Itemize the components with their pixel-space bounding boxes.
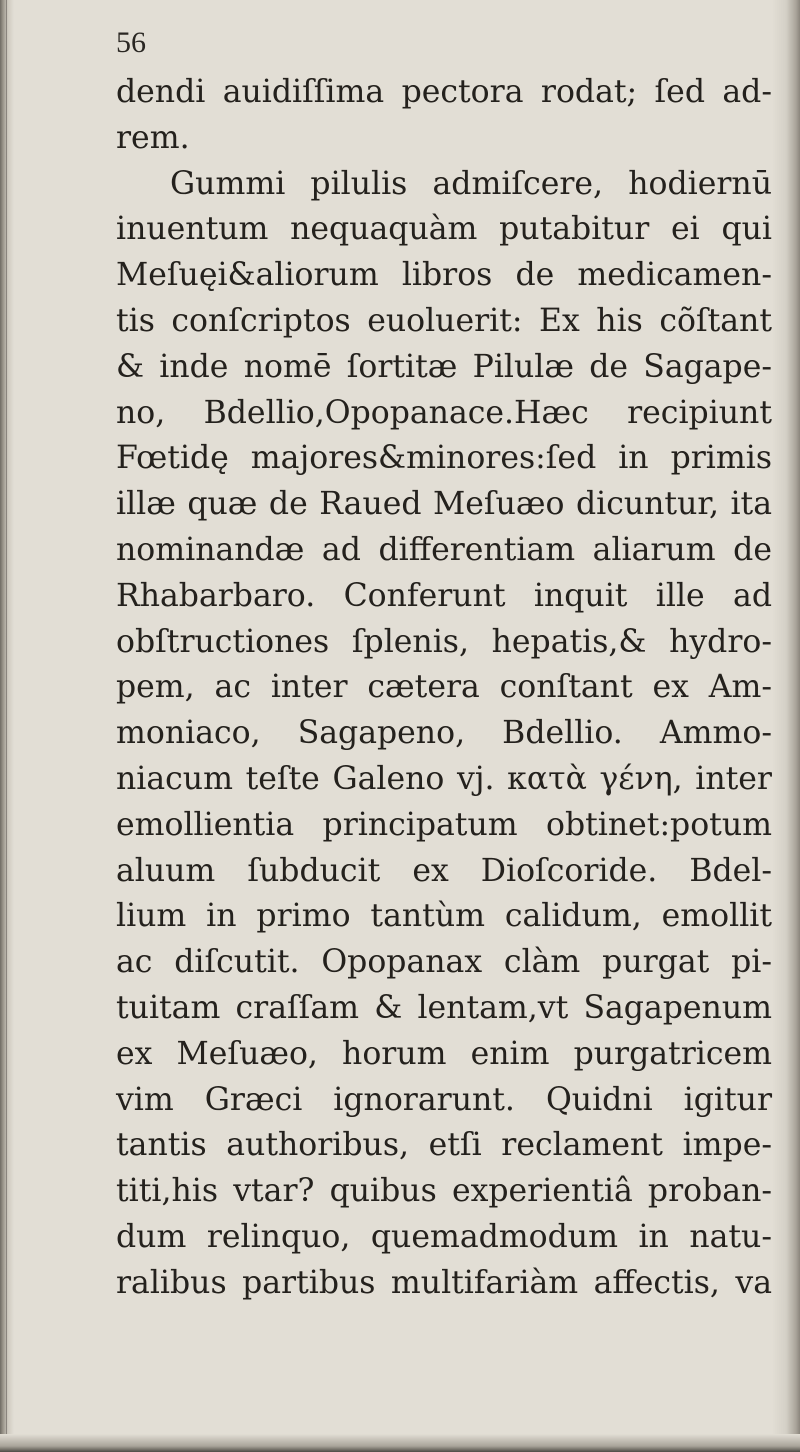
text-line: Meſuęi&aliorum libros de medicamen- <box>116 257 772 294</box>
page-left-binding-shadow <box>0 0 14 1452</box>
body-text <box>116 70 772 1307</box>
text-line: tis conſcriptos euoluerit: Ex his cõſtant <box>116 302 772 339</box>
text-line: dendi auidiſſima pectora rodat; ſed ad- <box>116 74 772 110</box>
text-line: tuitam craſſam & lentam,vt Sagapenum <box>116 989 772 1026</box>
text-line: Rhabarbaro. Conferunt inquit ille ad <box>116 577 772 614</box>
text-line: dum relinquo, quemadmodum in natu- <box>116 1218 772 1255</box>
text-line: vim Græci ignorarunt. Quidni igitur <box>116 1081 772 1118</box>
text-line: emollientia principatum obtinet:potum <box>116 806 772 843</box>
text-line: moniaco, Sagapeno, Bdellio. Ammo- <box>116 715 772 752</box>
text-line: aluum ſubducit ex Dioſcoride. Bdel- <box>116 852 772 889</box>
text-line: Fœtidę majores&minores:ſed in primis <box>116 440 772 477</box>
text-line: & inde nomē ſortitæ Pilulæ de Sagape- <box>116 348 772 385</box>
text-line: tantis authoribus, etſi reclament impe- <box>116 1127 772 1164</box>
text-line: ex Meſuæo, horum enim purgatricem <box>116 1035 772 1072</box>
page-left-rule <box>6 0 7 1452</box>
text-line: no, Bdellio,Opopanace.Hæc recipiunt <box>116 394 772 431</box>
text-line: ralibus partibus multifariàm affectis, va <box>116 1264 772 1301</box>
text-line: nominandæ ad differentiam aliarum de <box>116 531 772 568</box>
text-line: obſtructiones ſplenis, hepatis,& hydro- <box>116 623 772 660</box>
text-line: illæ quæ de Raued Meſuæo dicuntur, ita <box>116 486 772 523</box>
text-line: Gummi pilulis admiſcere, hodiernū <box>170 165 772 202</box>
text-line: lium in primo tantùm calidum, emollit <box>116 898 772 935</box>
page-number: 56 <box>116 26 146 59</box>
text-line: rem. <box>116 119 190 156</box>
text-line: niacum teſte Galeno vj. κατὰ γένη, inter <box>116 760 772 797</box>
text-line: ac diſcutit. Opopanax clàm purgat pi- <box>116 944 772 981</box>
text-line: inuentum nequaquàm putabitur ei qui <box>116 211 772 248</box>
text-line: pem, ac inter cætera conſtant ex Am- <box>116 669 772 706</box>
text-line: titi,his vtar? quibus experientiâ proban- <box>116 1173 772 1210</box>
page-right-edge-shadow <box>772 0 800 1452</box>
page-bottom-edge-shadow <box>0 1434 800 1452</box>
